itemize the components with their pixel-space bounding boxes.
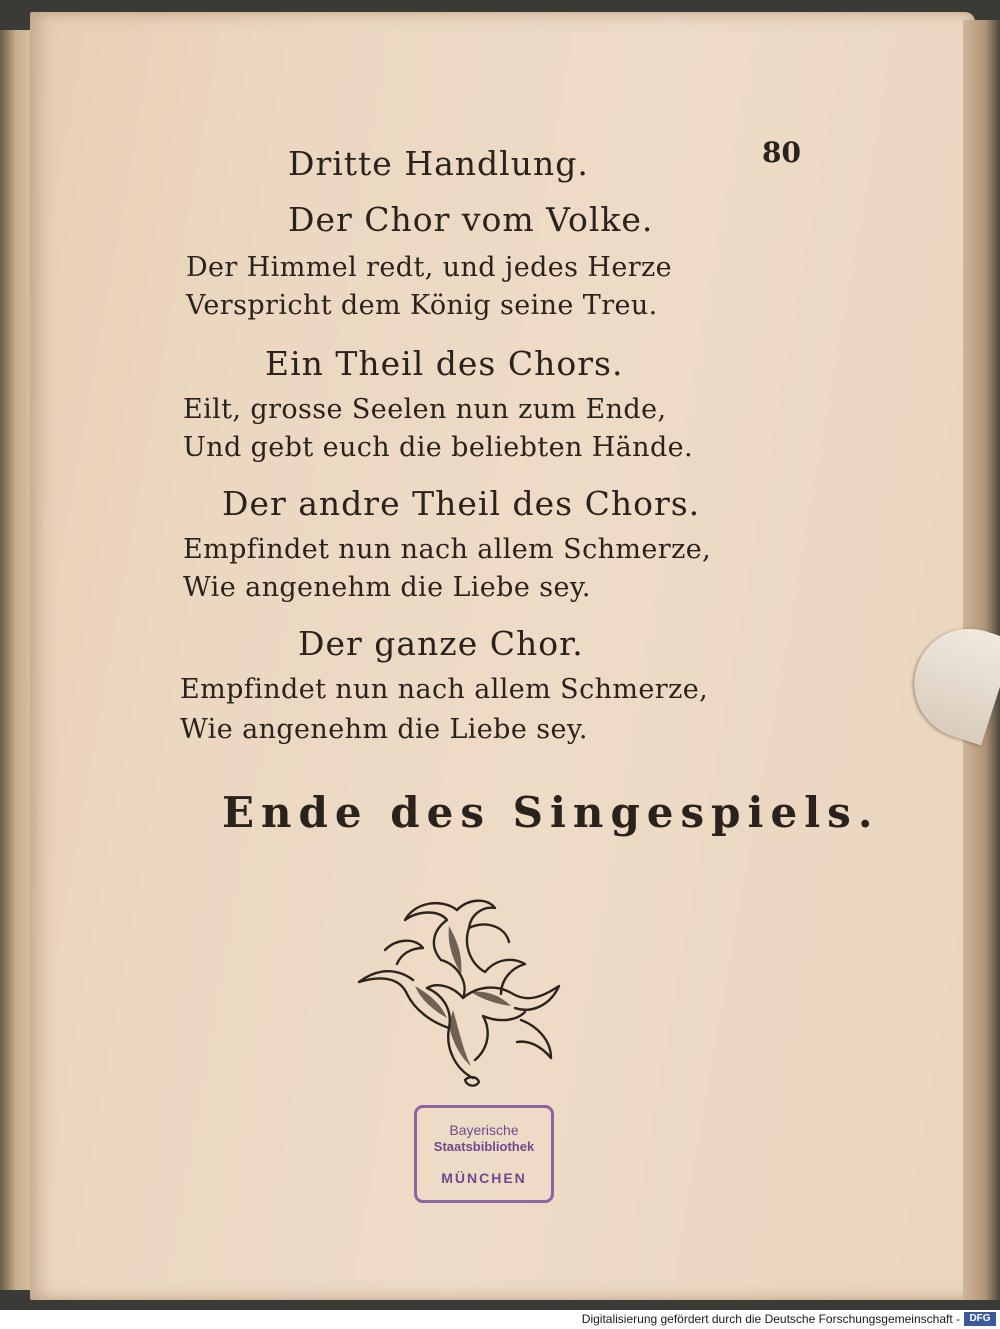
floral-ornament: [345, 890, 575, 1090]
funding-credit: Digitalisierung gefördert durch die Deutsche Forschungsgemeinschaft -: [581, 1312, 960, 1326]
verse-line: Der Himmel redt, und jedes Herze: [186, 252, 673, 283]
stamp-line: Bayerische: [449, 1122, 519, 1138]
verse-line: Verspricht dem König seine Treu.: [186, 290, 658, 321]
speaker-heading-2: Ein Theil des Chors.: [265, 344, 624, 383]
footer-bar: [0, 1310, 1000, 1329]
stamp-line: Staatsbibliothek: [433, 1139, 535, 1154]
section-heading: Dritte Handlung.: [288, 144, 589, 183]
verse-line: Eilt, grosse Seelen nun zum Ende,: [183, 394, 667, 425]
stamp-line: MÜNCHEN: [441, 1170, 527, 1186]
verse-line: Empfindet nun nach allem Schmerze,: [180, 674, 709, 705]
speaker-heading-4: Der ganze Chor.: [298, 624, 584, 663]
verse-line: Wie angenehm die Liebe sey.: [183, 572, 591, 603]
library-stamp: [414, 1105, 554, 1203]
verse-line: Empfindet nun nach allem Schmerze,: [183, 534, 712, 565]
speaker-heading-3: Der andre Theil des Chors.: [222, 484, 701, 523]
closing-line: Ende des Singespiels.: [222, 788, 880, 837]
page-number: 80: [762, 136, 801, 169]
speaker-heading-1: Der Chor vom Volke.: [288, 200, 654, 239]
dfg-logo: DFG: [964, 1312, 996, 1326]
verse-line: Wie angenehm die Liebe sey.: [180, 714, 588, 745]
verse-line: Und gebt euch die beliebten Hände.: [183, 432, 694, 463]
